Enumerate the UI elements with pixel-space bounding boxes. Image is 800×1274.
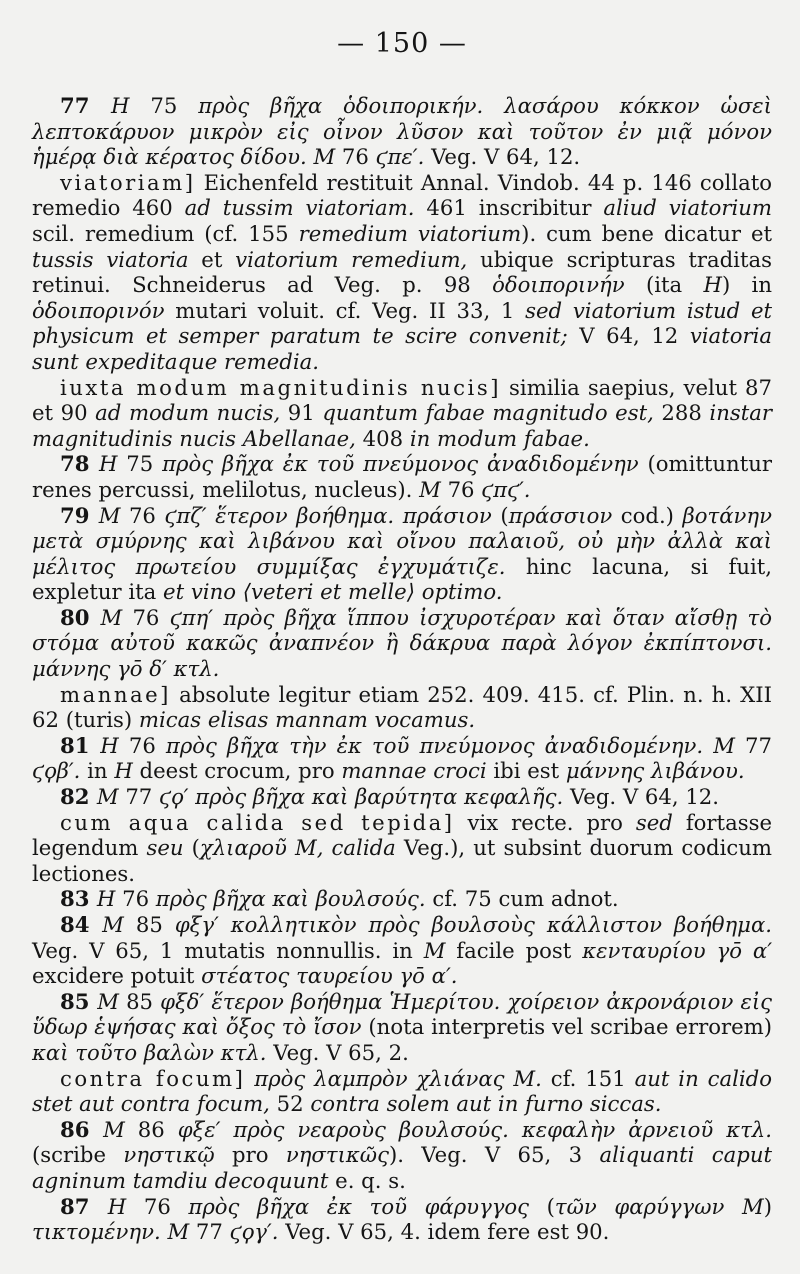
paragraph — [32, 93, 772, 170]
manuscript-siglum: H — [111, 93, 130, 118]
text-run: ) — [763, 1193, 772, 1219]
text-run: Veg.), ut subsint duorum codicum lectiones. — [32, 835, 772, 886]
manuscript-siglum: M — [102, 912, 124, 937]
latin-italic: tussis viatoria — [32, 246, 189, 272]
greek-text: πρὸς βῆχα ὁδοιπορικήν. λασάρου κόκκον ὡσεὶ λεπτοκάρυον μικρὸν εἰς οἶνον λῦσον καὶ τοῦτον ἐν μιᾷ μόνον ἡμέρᾳ διὰ κέρατος δίδου. — [32, 93, 772, 170]
latin-italic: in modum fabae. — [409, 425, 590, 451]
paragraph — [32, 1117, 772, 1194]
paragraph — [32, 784, 772, 810]
greek-text: νηστικῷ — [123, 1142, 215, 1168]
manuscript-siglum: M. — [513, 1065, 542, 1091]
text-run: 91 — [280, 400, 323, 426]
text-run: (nota interpretis vel scribae errorem) — [361, 1014, 772, 1040]
latin-italic: instar magnitudinis nucis Abellanae, — [32, 400, 772, 451]
lemma: mannae] — [60, 681, 171, 707]
manuscript-siglum: M — [742, 1193, 764, 1219]
latin-italic: viatorium remedium, — [235, 246, 468, 272]
note-number: 84 — [60, 912, 103, 937]
manuscript-siglum: M — [98, 502, 121, 528]
greek-text: ϛπε′. — [375, 144, 425, 170]
greek-text: τικτομένην. — [32, 1219, 161, 1245]
text-run: in — [80, 758, 115, 784]
latin-italic: ad modum nucis, — [95, 400, 281, 426]
text-run: cf. 75 cum adnot. — [425, 886, 619, 912]
manuscript-siglum: H — [703, 272, 722, 298]
greek-text: ὁδοιπορινήν — [492, 272, 625, 298]
lemma: iuxta modum magnitudinis nucis] — [60, 374, 501, 400]
text-run: 85 — [118, 988, 161, 1014]
text-run: 77 — [118, 784, 160, 810]
latin-italic: et vino ⟨veteri et melle⟩ optimo. — [163, 579, 503, 605]
greek-text: πρὸς λαμπρὸν χλιάνας — [254, 1065, 505, 1091]
manuscript-siglum: M, — [295, 835, 324, 861]
greek-text: κενταυρίου γο̄ α′ — [582, 937, 772, 963]
latin-italic: mannae croci — [341, 758, 487, 784]
note-number: 77 — [60, 93, 111, 118]
greek-text: φξγ′ κολλητικὸν πρὸς βουλσοὺς κάλλιστον βοήθημα. — [174, 912, 772, 937]
paragraph — [32, 503, 772, 605]
manuscript-siglum: H — [98, 451, 118, 477]
latin-italic: ad tussim viatoriam. — [184, 195, 415, 221]
text-run: fortasse legendum — [32, 809, 772, 861]
latin-italic: sed — [635, 809, 673, 835]
text-run: 85 — [123, 912, 175, 937]
paragraph — [32, 375, 772, 452]
text-run — [703, 733, 713, 758]
text-run: (omittuntur renes percussi, melilotus, nucleus). — [32, 451, 772, 502]
note-number: 78 — [60, 451, 99, 477]
greek-text: φξδ′ ἕτερον βοήθημα Ἡμερίτου. χοίρειον ἀκρονάριον εἰς ὕδωρ ἑψήσας καὶ ὄξος τὸ ἴσον — [32, 988, 772, 1040]
text-run: ibi est — [486, 758, 566, 784]
greek-text: πρὸς βῆχα καὶ βουλσούς. — [155, 886, 426, 912]
greek-text: ϛπζ′ ἕτερον βοήθημα. πράσιον — [164, 502, 492, 528]
text-run: absolute legitur etiam 252. 409. 415. cf. Plin. n. h. XII 62 (turis) — [32, 681, 772, 733]
greek-text: ϛπη′ πρὸς βῆχα ἵππου ἰσχυροτέραν καὶ ὅταν αἴσθῃ τὸ στόμα αὐτοῦ κακῶς ἀναπνέον ἢ δάκρυα παρὰ λόγον ἐκπίπτονσι. μάννης γο̄ δ′ κτλ. — [32, 604, 772, 682]
greek-text: τῶν φαρύγγων — [554, 1193, 725, 1219]
paragraph — [32, 451, 772, 502]
greek-text: ϛπϛ′. — [481, 476, 531, 502]
text-run: excidere potuit — [32, 963, 202, 989]
page-number: — 150 — — [337, 28, 467, 59]
greek-text: ϛϙγ′. — [229, 1219, 279, 1245]
text-run: mutari voluit. cf. Veg. II 33, 1 — [164, 297, 526, 323]
manuscript-siglum: H — [96, 886, 116, 912]
text-run: 76 — [120, 502, 165, 528]
text-run: pro — [214, 1142, 286, 1168]
paragraph — [32, 1066, 772, 1117]
text-run: 288 — [653, 400, 710, 426]
text-run: 75 — [129, 93, 199, 118]
manuscript-siglum: H — [100, 732, 119, 758]
text-run — [323, 835, 331, 860]
text-run: ) in — [721, 272, 772, 298]
text-run: 408 — [355, 425, 410, 451]
text-run: 75 — [117, 451, 163, 477]
text-run: 86 — [124, 1116, 178, 1142]
paragraph — [32, 912, 772, 989]
text-run — [245, 1066, 254, 1091]
latin-italic: sed viatorium istud et physicum et semper paratum te scire convenit; — [32, 297, 772, 349]
manuscript-siglum: M — [167, 1219, 190, 1245]
text-run: 76 — [440, 476, 482, 502]
text-run: 76 — [335, 144, 376, 170]
text-run: scil. remedium (cf. 155 — [32, 220, 299, 246]
text-run: Veg. V 65, 1 mutatis nonnullis. in — [32, 937, 424, 963]
text-run: hinc lacuna, si fuit, expletur ita — [32, 553, 772, 605]
note-number: 80 — [60, 604, 101, 630]
greek-text: ὁδοιπορινόν — [32, 297, 165, 323]
text-run: cf. 151 — [541, 1065, 635, 1091]
lemma: cum aqua calida sed tepida] — [60, 809, 455, 835]
manuscript-siglum: M — [713, 732, 735, 758]
latin-italic: calida — [331, 835, 396, 861]
latin-italic: aliud viatorium — [603, 195, 772, 221]
text-run: 76 — [122, 604, 170, 630]
paragraph — [32, 810, 772, 887]
manuscript-siglum: M — [103, 1116, 125, 1142]
text-run: ). cum bene dicatur et — [521, 220, 772, 246]
text-run: deest crocum, pro — [132, 758, 342, 784]
latin-italic: quantum fabae magnitudo est, — [322, 400, 654, 426]
greek-text: πρὸς βῆχα τὴν ἐκ τοῦ πνεύμονος ἀναδιδομένην. — [165, 732, 704, 758]
greek-text: στέατος ταυρείου γο̄ α′. — [201, 963, 458, 989]
manuscript-siglum: M — [96, 784, 119, 810]
text-run: Veg. V 65, 4. idem fere est 90. — [278, 1219, 610, 1245]
greek-text: νηστικῶς — [285, 1142, 389, 1168]
greek-text: καὶ τοῦτο βαλὼν κτλ. — [32, 1039, 267, 1065]
text-run — [724, 1194, 742, 1219]
text-run: (scribe — [32, 1142, 124, 1168]
text-run: V 64, 12 — [567, 323, 690, 349]
latin-italic: micas elisas mannam vocamus. — [138, 707, 476, 733]
manuscript-siglum: M — [97, 988, 119, 1014]
text-run: Veg. V 65, 2. — [266, 1039, 409, 1065]
text-run: facile post — [445, 937, 583, 963]
commentary-text — [32, 93, 772, 1245]
text-run: 76 — [115, 886, 156, 912]
manuscript-siglum: M — [100, 604, 123, 630]
latin-italic: aliquanti caput agninum tamdiu decoquunt — [32, 1142, 773, 1193]
latin-italic: aut in calido stet aut contra focum, — [32, 1065, 772, 1117]
greek-text: χλιαροῦ — [199, 835, 287, 861]
greek-text: πρὸς βῆχα ἐκ τοῦ πνεύμονος ἀναδιδομένην — [162, 451, 639, 477]
latin-italic: viatoria sunt expeditaque remedia. — [32, 323, 772, 374]
text-run: cod.) — [612, 502, 683, 528]
manuscript-siglum: M — [419, 476, 441, 502]
greek-text: μάννης λιβάνου. — [565, 758, 745, 784]
paragraph — [32, 733, 772, 784]
note-number: 81 — [60, 732, 101, 758]
text-run: Eichenfeld restituit Annal. Vindob. 44 p. 146 collato remedio 460 — [32, 169, 772, 221]
text-run: 76 — [118, 732, 166, 758]
greek-text: ϛϙ′ πρὸς βῆχα καὶ βαρύτητα κεφαλῆς. — [159, 784, 564, 810]
manuscript-siglum: H — [114, 758, 133, 784]
paragraph — [32, 989, 772, 1066]
text-run: et — [188, 246, 236, 272]
paragraph — [32, 170, 772, 375]
lemma: viatoriam] — [60, 169, 196, 195]
text-run: e. q. s. — [328, 1167, 406, 1193]
note-number: 79 — [60, 502, 99, 528]
text-run: 77 — [734, 732, 772, 758]
manuscript-siglum: H — [107, 1193, 127, 1219]
text-run: Veg. V 64, 12. — [424, 144, 581, 170]
manuscript-siglum: M — [313, 144, 336, 170]
greek-text: πράσσιον — [508, 502, 613, 528]
greek-text: πρὸς βῆχα ἐκ τοῦ φάρυγγος — [188, 1193, 530, 1219]
text-run: Veg. V 64, 12. — [563, 784, 720, 810]
text-run: similia saepius, velut 87 et 90 — [32, 374, 772, 426]
paragraph — [32, 605, 772, 682]
note-number: 82 — [60, 784, 97, 810]
latin-italic: contra solem aut in furno siccas. — [310, 1091, 662, 1117]
text-run — [287, 835, 295, 860]
text-run: (ita — [624, 272, 704, 298]
text-run: ). Veg. V 65, 3 — [388, 1142, 600, 1168]
text-run: 52 — [269, 1091, 311, 1117]
text-run: 461 inscribitur — [414, 195, 604, 221]
paragraph — [32, 886, 772, 912]
text-run: 77 — [189, 1219, 230, 1245]
note-number: 85 — [60, 988, 98, 1014]
note-number: 86 — [60, 1116, 104, 1142]
greek-text: φξε′ πρὸς νεαροὺς βουλσούς. κεφαλὴν ἀρνειοῦ κτλ. — [177, 1116, 772, 1142]
greek-text: ϛϙβ′. — [32, 758, 81, 784]
note-number: 83 — [60, 886, 97, 912]
latin-italic: seu — [146, 835, 184, 861]
note-number: 87 — [60, 1193, 108, 1219]
text-run: ( — [183, 835, 200, 861]
paragraph — [32, 1194, 772, 1245]
lemma: contra focum] — [60, 1065, 246, 1091]
text-run: ( — [529, 1193, 555, 1219]
manuscript-siglum: M — [423, 937, 446, 963]
latin-italic: remedium viatorium — [298, 220, 522, 246]
text-run: 76 — [126, 1193, 189, 1219]
paragraph — [32, 682, 772, 733]
text-run: vix recte. pro — [454, 809, 636, 835]
greek-text: βοτάνην μετὰ σμύρνης καὶ λιβάνου καὶ οἴνου παλαιοῦ, οὐ μὴν ἀλλὰ καὶ μέλιτος πρωτείου συμμίξας ἐγχυμάτιζε. — [32, 502, 772, 579]
text-run: ubique scripturas traditas retinui. Schneiderus ad Veg. p. 98 — [32, 246, 772, 298]
text-run: ( — [491, 502, 509, 528]
